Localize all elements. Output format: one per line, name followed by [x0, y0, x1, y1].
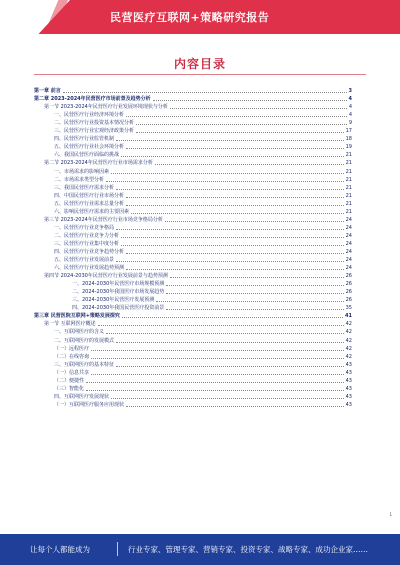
- toc-entry-page: 26: [345, 289, 352, 296]
- toc-leader-dots: [153, 99, 347, 101]
- toc-entry-page: 24: [345, 216, 352, 223]
- toc-entry-page: 21: [345, 168, 352, 175]
- toc-entry-title: 一、民营医疗行业竞争格局: [54, 224, 115, 231]
- toc-leader-dots: [111, 397, 344, 399]
- report-title: 民营医疗互联网+策略研究报告: [110, 11, 270, 24]
- toc-entry-title: （一）远程医疗: [54, 345, 90, 352]
- toc-leader-dots: [122, 316, 343, 318]
- toc-entry-title: 二、民营医疗行业投资基本情况分析: [54, 120, 135, 127]
- toc-leader-dots: [116, 228, 344, 230]
- toc-entry-title: （一）互联网医疗服务应用现状: [54, 401, 125, 408]
- toc-entry[interactable]: [34, 102, 352, 110]
- toc-entry-title: 二、市场需求类型分析: [54, 176, 105, 183]
- toc-entry[interactable]: [34, 134, 352, 142]
- toc-leader-dots: [126, 268, 344, 270]
- toc-entry-page: 41: [345, 313, 352, 320]
- toc-entry[interactable]: [34, 191, 352, 199]
- toc-entry-page: 21: [345, 152, 352, 159]
- toc-entry-title: 六、我国民营医疗面临的挑战: [54, 152, 120, 159]
- toc-entry-title: 三、民营医疗行业集中度分析: [54, 240, 120, 247]
- toc-leader-dots: [116, 188, 344, 190]
- toc-entry[interactable]: [34, 166, 352, 174]
- toc-entry-title: 五、民营医疗行业需求总量分析: [54, 200, 125, 207]
- toc-entry[interactable]: [34, 110, 352, 118]
- toc-entry[interactable]: [34, 352, 352, 360]
- toc-entry-title: 三、民营医疗行业宏观经济政策分析: [54, 128, 135, 135]
- toc-leader-dots: [106, 332, 344, 334]
- toc-leader-dots: [86, 389, 344, 391]
- toc-entry[interactable]: [34, 231, 352, 239]
- toc-entry[interactable]: [34, 247, 352, 255]
- toc-leader-dots: [111, 172, 344, 174]
- toc-entry[interactable]: [34, 327, 352, 335]
- toc-entry-title: 四、民营医疗行业监管机制: [54, 136, 115, 143]
- toc-entry-title: 五、民营医疗行业发展前景: [54, 257, 115, 264]
- toc-leader-dots: [121, 244, 344, 246]
- toc-leader-dots: [126, 405, 344, 407]
- toc-entry-page: 24: [345, 232, 352, 239]
- toc-leader-dots: [86, 381, 344, 383]
- toc-heading: 内容目录: [173, 57, 226, 71]
- toc-entry-title: 三、互联网医疗的基本特征: [54, 361, 115, 368]
- toc-entry-title: 一、互联网医疗的含义: [54, 329, 105, 336]
- toc-entry-page: 4: [348, 112, 352, 119]
- toc-entry-page: 17: [345, 128, 352, 135]
- toc-entry[interactable]: [34, 207, 352, 215]
- toc-entry[interactable]: [34, 223, 352, 231]
- toc-entry-title: 第三节 2023-2024年民营医疗行业市场竞争格局分析: [44, 216, 163, 223]
- toc-leader-dots: [91, 373, 344, 375]
- toc-entry-page: 43: [345, 377, 352, 384]
- toc-entry-page: 42: [345, 321, 352, 328]
- toc-entry-page: 24: [345, 257, 352, 264]
- toc-entry-page: 24: [345, 224, 352, 231]
- toc-entry-title: 一、民营医疗行业经济环境分析: [54, 112, 125, 119]
- toc-leader-dots: [126, 196, 344, 198]
- toc-entry-title: 六、影响民营医疗需求的主要因素: [54, 208, 130, 215]
- toc-leader-dots: [121, 155, 344, 157]
- toc-entry-page: 24: [345, 248, 352, 255]
- toc-entry-title: 二、互联网医疗的发展模式: [54, 337, 115, 344]
- toc-leader-dots: [170, 107, 347, 109]
- toc-entry[interactable]: [34, 142, 352, 150]
- footer-tagline: 行业专家、管理专家、营销专家、投资专家、战略专家、成功企业家……: [128, 545, 368, 554]
- toc-entry-page: 26: [345, 297, 352, 304]
- toc-entry-page: 42: [345, 345, 352, 352]
- toc-leader-dots: [126, 147, 344, 149]
- toc-entry[interactable]: [34, 287, 352, 295]
- toc-entry-page: 26: [345, 281, 352, 288]
- toc-entry[interactable]: [34, 271, 352, 279]
- toc-entry[interactable]: [34, 384, 352, 392]
- toc-entry-page: 42: [345, 353, 352, 360]
- footer-divider: [117, 542, 118, 556]
- toc-entry[interactable]: [34, 400, 352, 408]
- toc-entry-page: 43: [345, 369, 352, 376]
- page-footer: [0, 534, 400, 565]
- toc-entry[interactable]: [34, 279, 352, 287]
- toc-entry[interactable]: [34, 183, 352, 191]
- toc-entry-title: 第二章 2023-2024年民营医疗市场前景及趋势分析: [34, 96, 151, 103]
- toc-entry-title: 第三章 民营医院互联网+策略发展探究: [34, 313, 120, 320]
- toc-entry-page: 42: [345, 329, 352, 336]
- toc-entry-title: （一）信息共享: [54, 369, 90, 376]
- toc-entry[interactable]: [34, 376, 352, 384]
- toc-leader-dots: [126, 204, 344, 206]
- toc-entry-title: （二）便捷性: [54, 377, 85, 384]
- toc-entry-title: 第二节 2023-2024年民营医疗行业市场需求分析: [44, 160, 153, 167]
- toc-entry-title: 一、2024-2030年民营医疗市场规模预测: [72, 281, 165, 288]
- toc-entry-page: 21: [345, 176, 352, 183]
- toc-entry-title: 第一节 互联网医疗概述: [44, 321, 96, 328]
- toc-entry[interactable]: [34, 199, 352, 207]
- toc-leader-dots: [166, 284, 343, 286]
- toc-entry-title: （二）在线咨询: [54, 353, 90, 360]
- toc-entry[interactable]: [34, 303, 352, 311]
- toc-entry-page: 19: [345, 144, 352, 151]
- toc-leader-dots: [116, 341, 344, 343]
- toc-leader-dots: [166, 292, 343, 294]
- toc-entry-page: 24: [345, 265, 352, 272]
- toc-entry-title: 二、民营医疗行业竞争力分析: [54, 232, 120, 239]
- toc-entry[interactable]: [34, 118, 352, 126]
- toc-entry-title: 第一节 2023-2024年民营医疗行业发展环境现状与分析: [44, 104, 168, 111]
- toc-leader-dots: [106, 180, 344, 182]
- toc-entry-title: 四、2024-2030年我国民营医疗投资前景: [72, 305, 165, 312]
- toc-entry-page: 4: [348, 104, 352, 111]
- toc-leader-dots: [121, 236, 344, 238]
- toc-entry-title: 二、2024-2030年我国医疗市场发展趋势: [72, 289, 165, 296]
- toc-entry[interactable]: [34, 126, 352, 134]
- toc-entry[interactable]: [34, 215, 352, 223]
- footer-slogan: 让每个人都能成为: [30, 545, 90, 554]
- toc-entry[interactable]: [34, 311, 352, 319]
- toc-entry-title: 第一章 前言: [34, 88, 61, 95]
- toc-entry[interactable]: [34, 86, 352, 94]
- divider: [34, 74, 366, 75]
- toc-entry[interactable]: [34, 175, 352, 183]
- toc-leader-dots: [170, 276, 344, 278]
- toc-entry[interactable]: [34, 344, 352, 352]
- toc-leader-dots: [126, 252, 344, 254]
- toc-entry[interactable]: [34, 360, 352, 368]
- toc-entry[interactable]: [34, 392, 352, 400]
- toc-entry-title: （三）智能化: [54, 385, 85, 392]
- page-number: 1: [389, 512, 392, 517]
- toc-entry[interactable]: [34, 94, 352, 102]
- toc-entry-title: 三、我国民营医疗需求分析: [54, 184, 115, 191]
- toc-entry-title: 三、2024-2030年民营医疗发展预测: [72, 297, 155, 304]
- toc-leader-dots: [136, 123, 347, 125]
- toc-leader-dots: [116, 139, 344, 141]
- toc-entry-page: 21: [345, 160, 352, 167]
- toc-entry-page: 43: [345, 385, 352, 392]
- toc-entry-page: 9: [348, 120, 352, 127]
- toc-entry-page: 43: [345, 401, 352, 408]
- toc-entry-title: 四、民营医疗行业竞争趋势分析: [54, 248, 125, 255]
- toc-entry-page: 43: [345, 361, 352, 368]
- toc-entry[interactable]: [34, 319, 352, 327]
- toc-entry-page: 43: [345, 393, 352, 400]
- toc-entry-page: 26: [345, 273, 352, 280]
- toc-entry[interactable]: [34, 239, 352, 247]
- toc-entry[interactable]: [34, 158, 352, 166]
- toc-entry-page: 21: [345, 200, 352, 207]
- toc-leader-dots: [91, 357, 344, 359]
- toc-leader-dots: [91, 349, 344, 351]
- toc-leader-dots: [116, 260, 344, 262]
- toc-leader-dots: [126, 115, 347, 117]
- toc-entry-page: 35: [345, 305, 352, 312]
- toc-entry-title: 六、民营医疗行业发展趋势预测: [54, 265, 125, 272]
- toc-entry[interactable]: [34, 368, 352, 376]
- toc-leader-dots: [98, 324, 344, 326]
- toc-entry-page: 24: [345, 240, 352, 247]
- toc-leader-dots: [136, 131, 344, 133]
- toc-entry-title: 一、市场需求的影响因素: [54, 168, 110, 175]
- toc-entry-page: 18: [345, 136, 352, 143]
- toc-leader-dots: [156, 300, 343, 302]
- page-header: [0, 0, 400, 36]
- toc-entry[interactable]: [34, 335, 352, 343]
- toc-leader-dots: [166, 308, 343, 310]
- toc-entry-page: 42: [345, 337, 352, 344]
- toc-entry-page: 4: [348, 96, 352, 103]
- toc-entry[interactable]: [34, 255, 352, 263]
- toc-entry-title: 第四节 2024-2030年民营医疗行业发展前景与趋势预测: [44, 273, 168, 280]
- toc-leader-dots: [165, 220, 344, 222]
- toc-leader-dots: [155, 163, 344, 165]
- toc-entry[interactable]: [34, 150, 352, 158]
- toc-entry-page: 3: [348, 88, 352, 95]
- toc-entry-page: 21: [345, 208, 352, 215]
- toc-entry[interactable]: [34, 295, 352, 303]
- toc-leader-dots: [63, 91, 347, 93]
- toc-entry-page: 21: [345, 184, 352, 191]
- table-of-contents: [34, 86, 352, 408]
- toc-leader-dots: [116, 365, 344, 367]
- toc-entry-page: 21: [345, 192, 352, 199]
- toc-entry[interactable]: [34, 263, 352, 271]
- toc-leader-dots: [131, 212, 344, 214]
- toc-entry-title: 四、中国民营医疗行业市场分析: [54, 192, 125, 199]
- toc-entry-title: 四、互联网医疗发展现状: [54, 393, 110, 400]
- toc-entry-title: 五、民营医疗行业社会环境分析: [54, 144, 125, 151]
